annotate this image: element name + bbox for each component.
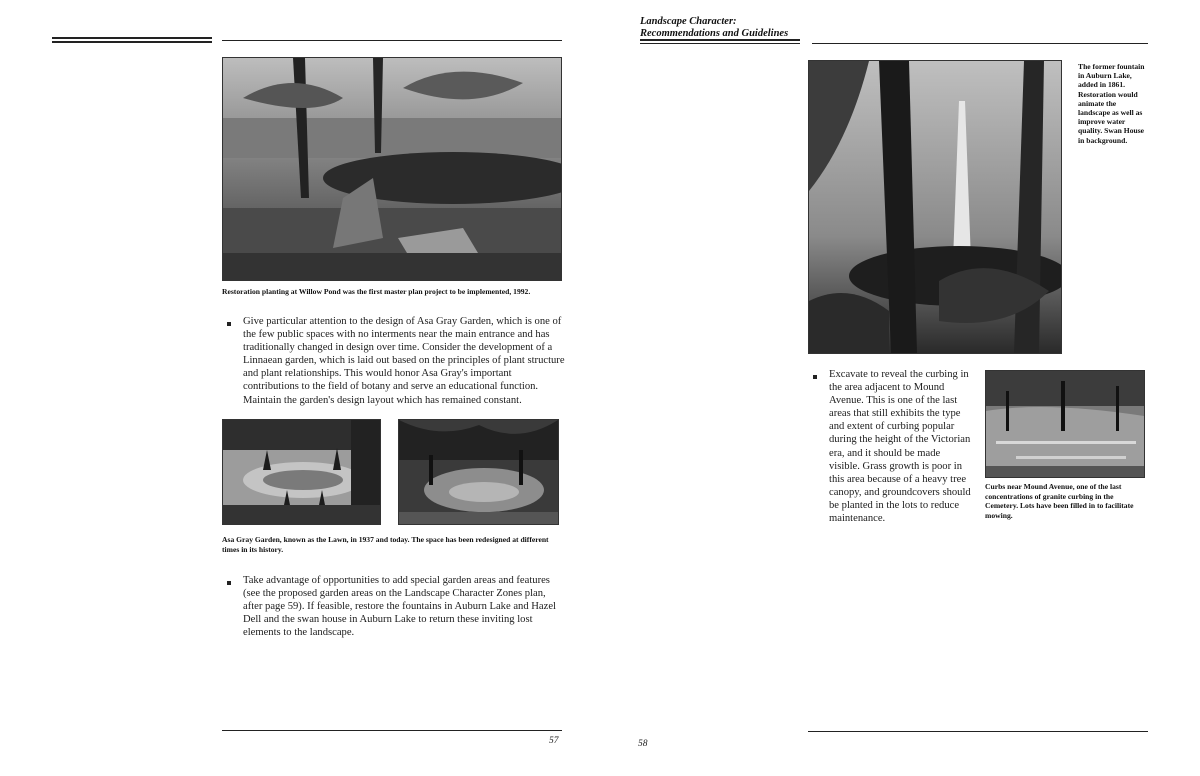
right-footer-rule — [808, 731, 1148, 732]
left-header-double-rule-a — [52, 37, 212, 39]
willow-pond-photo — [222, 57, 562, 281]
asa-gray-paragraph: Give particular attention to the design of Asa Gray Garden, which is one of the few public spaces with no interments near the main entrance and has traditionally changed in design over time. Consider the development of a Linnaean garden, which is laid out based on the principles of plant structure and plant relationships. This would honor Asa Gray's important contributions to the field of botany and serve an educational function. Maintain the garden's design layout which has remained constant. — [243, 316, 565, 406]
asa-gray-today-photo — [398, 419, 559, 525]
fountain-photo — [808, 60, 1062, 354]
right-header-double-rule-b — [640, 43, 800, 44]
curbs-photo — [985, 370, 1145, 478]
willow-pond-caption: Restoration planting at Willow Pond was the first master plan project to be implemented, 1992. — [222, 287, 531, 296]
left-header-double-rule-b — [52, 41, 212, 43]
right-header-rule — [812, 43, 1148, 44]
bullet-marker — [813, 375, 817, 379]
running-header-line2: Recommendations and Guidelines — [640, 28, 789, 39]
asa-gray-1937-photo — [222, 419, 381, 525]
bullet-marker — [227, 322, 231, 326]
bullet-marker — [227, 581, 231, 585]
garden-areas-paragraph: Take advantage of opportunities to add special garden areas and features (see the proposed garden areas on the Landscape Character Zones plan, after page 59). If feasible, restore the fountains in Auburn Lake and Hazel Dell and the swan house in Auburn Lake to return these inviting lost elements to the landscape. — [243, 575, 556, 639]
left-footer-rule — [222, 730, 562, 731]
page-number-58: 58 — [638, 739, 648, 749]
running-header — [640, 16, 810, 40]
asa-gray-caption: Asa Gray Garden, known as the Lawn, in 1937 and today. The space has been redesigned at different times in its history. — [222, 535, 549, 554]
curbs-caption: Curbs near Mound Avenue, one of the last concentrations of granite curbing in the Cemetery. Lots have been filled in to facilitate mowing. — [985, 482, 1134, 520]
right-header-double-rule-a — [640, 39, 800, 41]
fountain-caption: The former fountain in Auburn Lake, added in 1861. Restoration would animate the landscape as well as improve water quality. Swan House in background. — [1078, 62, 1145, 145]
left-header-rule — [222, 40, 562, 41]
page-number-57: 57 — [549, 736, 559, 746]
curbing-paragraph: Excavate to reveal the curbing in the area adjacent to Mound Avenue. This is one of the last areas that still exhibits the type and extent of curbing popular during the height of the Victorian era, and it should be made visible. Grass growth is poor in this area because of a heavy tree canopy, and groundcovers should be planted in the lots to reduce maintenance. — [829, 369, 971, 525]
running-header-line1: Landscape Character: — [640, 16, 737, 27]
